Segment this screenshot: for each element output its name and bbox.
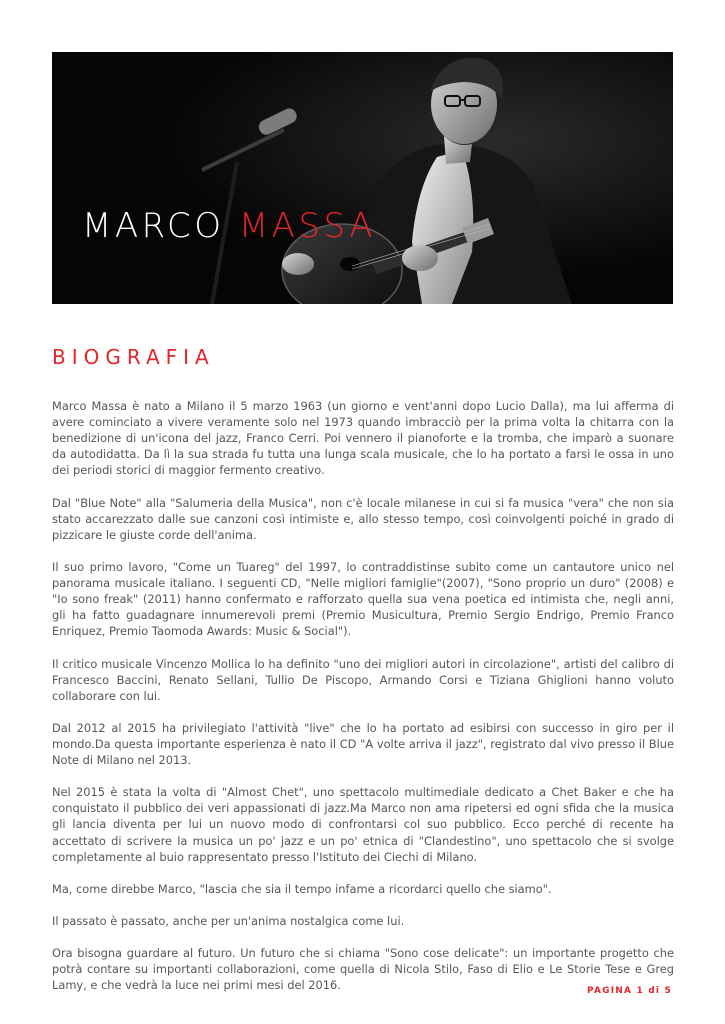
performer-photo <box>52 52 673 304</box>
bio-paragraph: Nel 2015 è stata la volta di "Almost Chet", uno spettacolo multimediale dedicato a Chet Baker e che ha conquistato il pubblico dei veri appassionati di jazz.Ma Marco non ama ripetersi ed ogni sfida che la musica gli lancia diventa per lui un nuovo modo di confrontarsi col suo pubblico. Ecco perché di recente ha accettato di scrivere la musica un po' jazz e un po' etnica di "Clandestino", uno spettacolo che si svolge completamente al buio rappresentato presso l'Istituto dei Ciechi di Milano. <box>52 785 674 864</box>
bio-paragraph: Il passato è passato, anche per un'anima nostalgica come lui. <box>52 914 405 928</box>
page-number: PAGINA 1 di 5 <box>586 986 672 996</box>
section-title: BIOGRAFIA <box>52 345 215 369</box>
artist-last-name: MASSA <box>238 206 376 246</box>
bio-paragraph: Dal 2012 al 2015 ha privilegiato l'attività "live" che lo ha portato ad esibirsi con successo in giro per il mondo.Da questa importante esperienza è nato il CD "A volte arriva il jazz", registrato dal vivo presso il Blue Note di Milano nel 2013. <box>52 720 674 768</box>
artist-name <box>82 206 376 246</box>
header-banner <box>52 52 673 304</box>
bio-paragraph: Il critico musicale Vincenzo Mollica lo ha definito "uno dei migliori autori in circolazione", artisti del calibro di Francesco Baccini, Renato Sellani, Tullio De Piscopo, Armando Corsi e Tiziana Ghiglioni hanno voluto collaborare con lui. <box>52 656 674 703</box>
bio-paragraph: Dal "Blue Note" alla "Salumeria della Musica", non c'è locale milanese in cui si fa musica "vera" che non sia stato accarezzato dalle sue canzoni così intimiste e, allo stesso tempo, così coinvolgenti poiché in grado di pizzicare le giuste corde dell'anima. <box>52 495 674 542</box>
biography-text <box>52 398 674 1010</box>
bio-paragraph: Marco Massa è nato a Milano il 5 marzo 1963 (un giorno e vent'anni dopo Lucio Dalla), ma lui afferma di avere cominciato a vivere veramente solo nel 1973 quando imbracciò per la prima volta la chitarra con la benedizione di un'icona del jazz, Franco Cerri. Poi vennero il pianoforte e la tromba, che imparò a suonare da autodidatta. Da lì la sua strada fu tutta una lunga scala musicale, che lo ha portato a farsi le ossa in uno dei periodi storici di maggior fermento creativo. <box>52 399 674 478</box>
bio-paragraph: Il suo primo lavoro, "Come un Tuareg" del 1997, lo contraddistinse subito come un cantautore unico nel panorama musicale italiano. I seguenti CD, "Nelle migliori famiglie"(2007), "Sono proprio un duro" (2008) e "Io sono freak" (2011) hanno confermato e rafforzato quella sua vena poetica ed intimista che, negli anni, gli ha fatto guadagnare innumerevoli premi (Premio Musicultura, Premio Sergio Endrigo, Premio Franco Enriquez, Premio Taomoda Awards: Music & Social"). <box>52 559 674 639</box>
bio-paragraph: Ma, come direbbe Marco, "lascia che sia il tempo infame a ricordarci quello che siamo". <box>52 881 552 896</box>
artist-first-name: MARCO <box>82 206 225 246</box>
bio-paragraph: Ora bisogna guardare al futuro. Un futuro che si chiama "Sono cose delicate": un importante progetto che potrà contare su importanti collaborazioni, come quella di Nicola Stilo, Faso di Elio e Le Storie Tese e Greg Lamy, e che vedrà la luce nei primi mesi del 2016. <box>52 946 674 993</box>
